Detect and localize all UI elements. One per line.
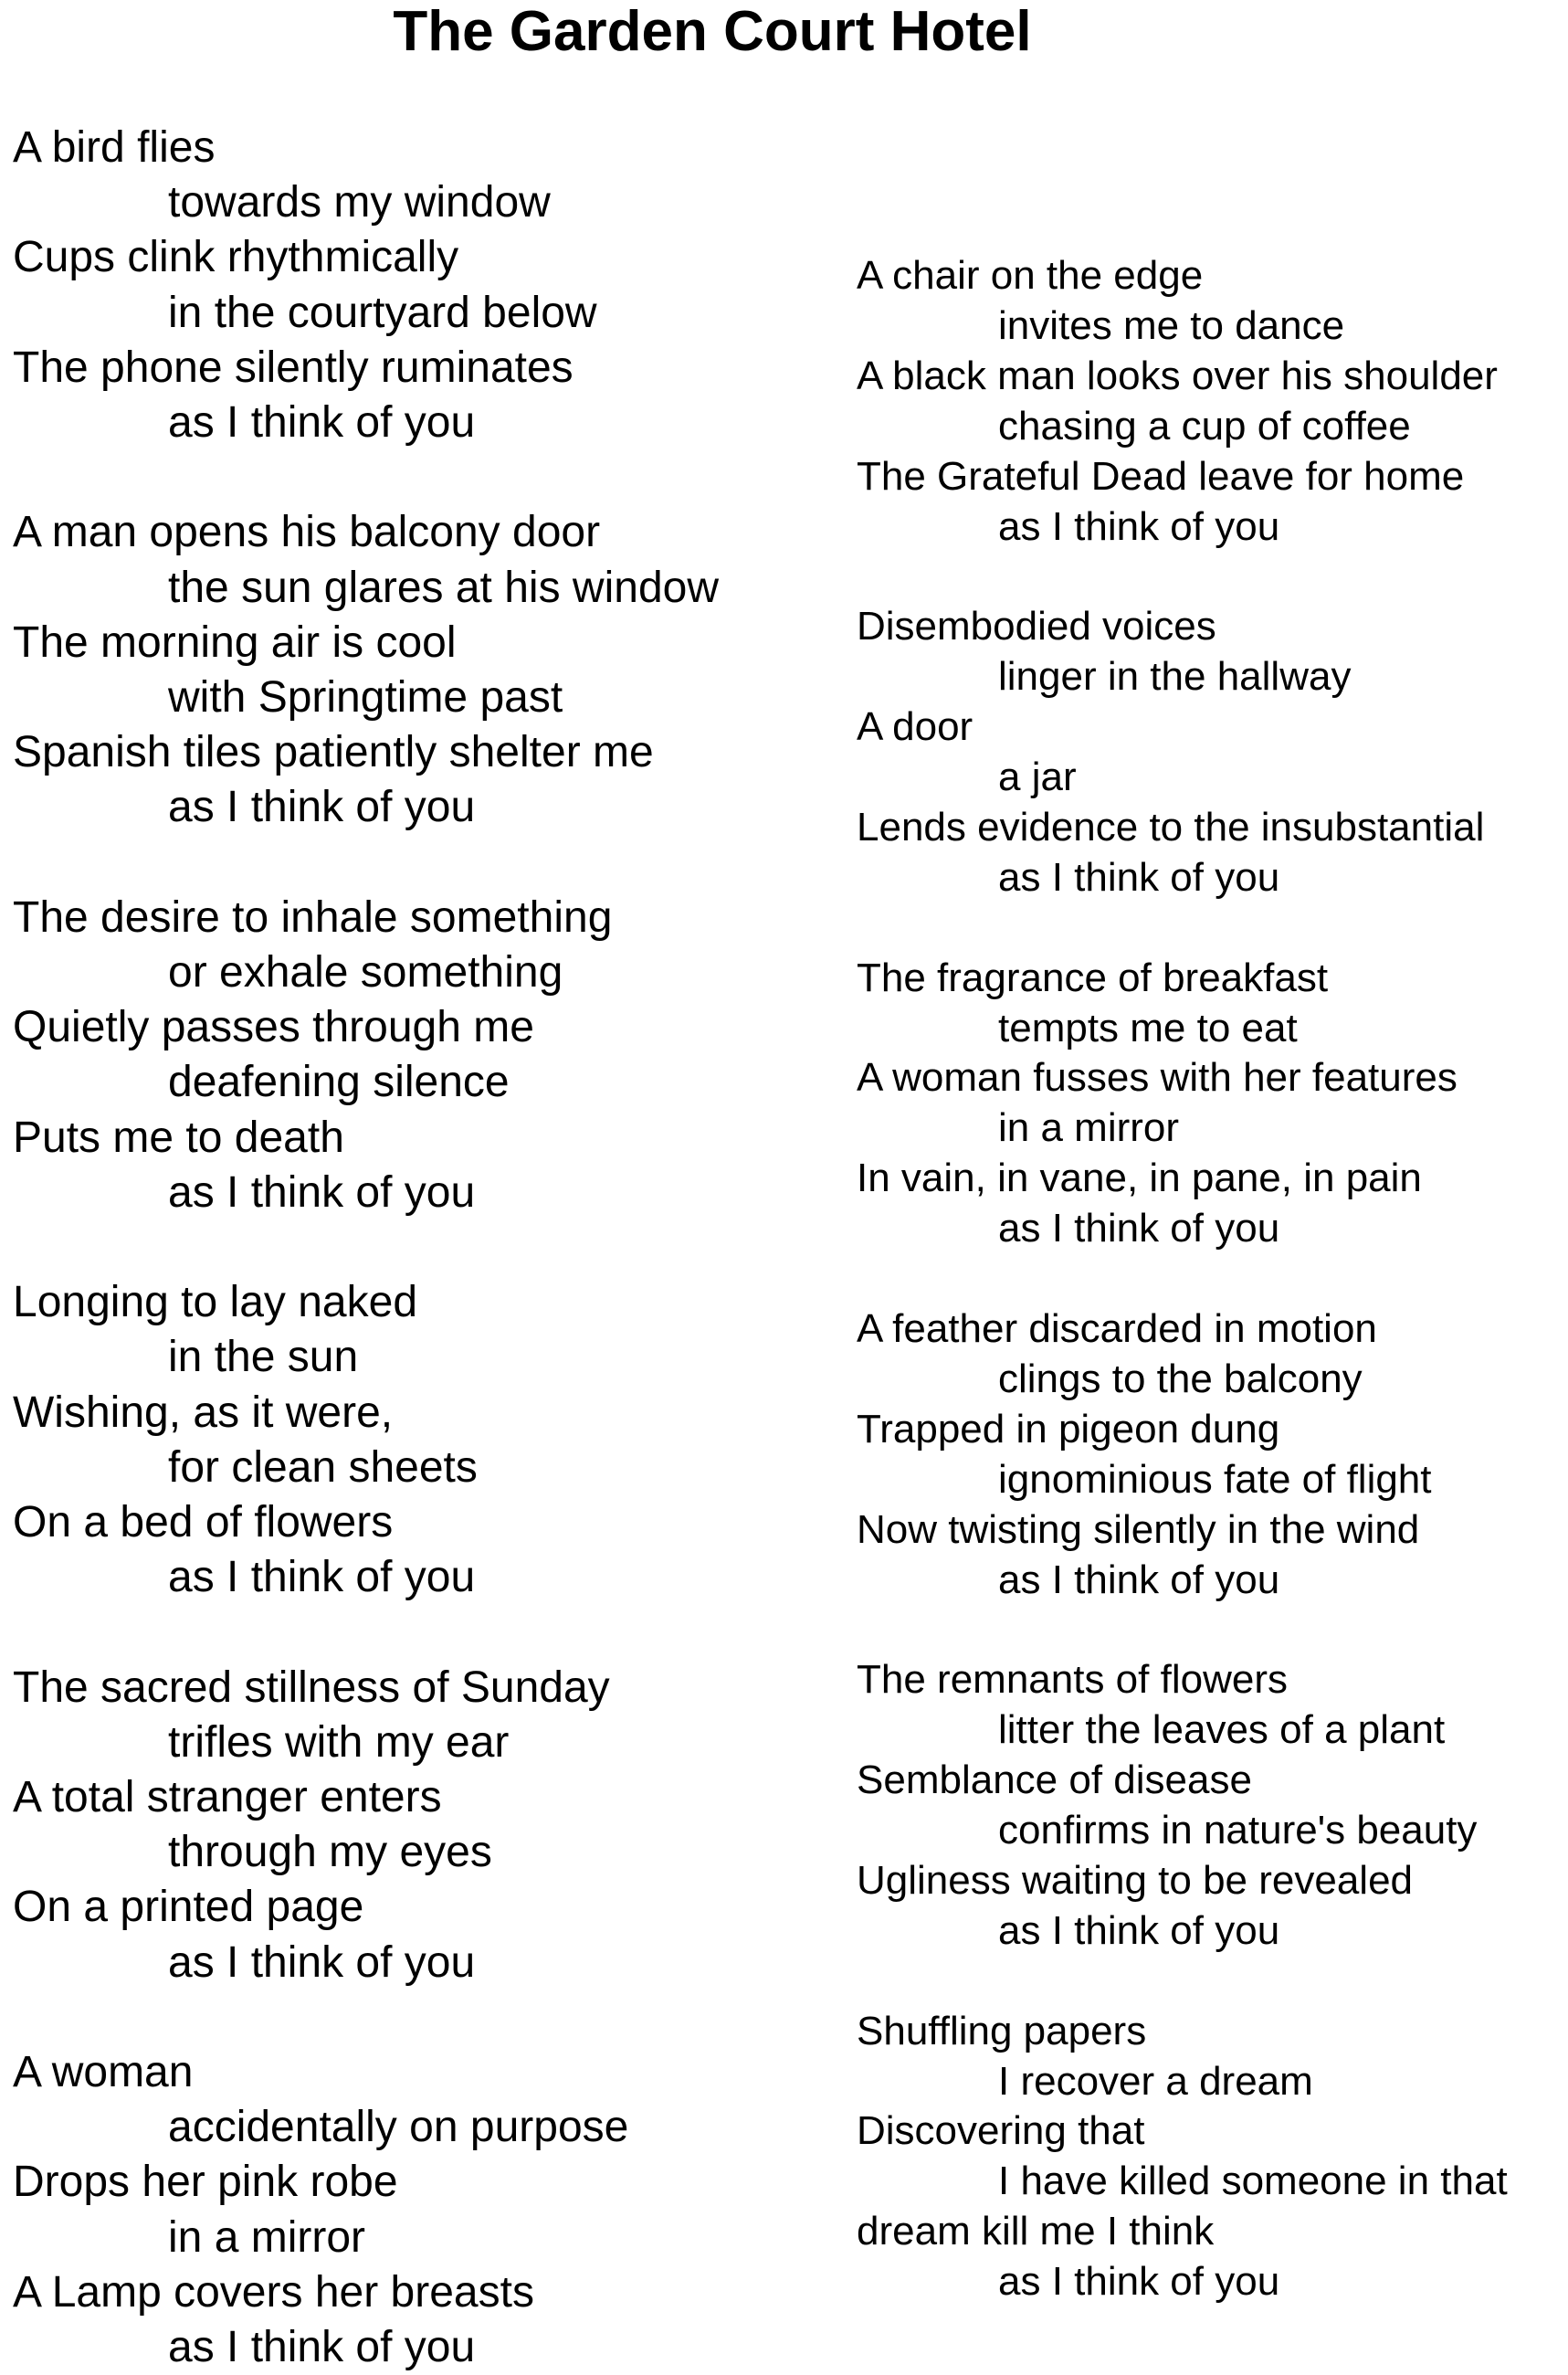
poem-line: chasing a cup of coffee bbox=[998, 403, 1411, 449]
poem-line: A chair on the edge bbox=[857, 253, 1204, 298]
poem-line: as I think of you bbox=[168, 1553, 476, 1602]
poem-line: A woman fusses with her features bbox=[857, 1055, 1458, 1101]
poem-line: The sacred stillness of Sunday bbox=[13, 1662, 610, 1712]
poem-line: Cups clink rhythmically bbox=[13, 233, 459, 282]
poem-line: or exhale something bbox=[168, 948, 563, 998]
poem-line: A man opens his balcony door bbox=[13, 508, 601, 557]
poem-line: Wishing, as it were, bbox=[13, 1388, 394, 1437]
stanza bbox=[857, 954, 1508, 1254]
poem-line: deafening silence bbox=[168, 1058, 510, 1107]
stanza bbox=[13, 2045, 719, 2375]
poem-line: On a bed of flowers bbox=[13, 1498, 394, 1547]
poem-line: through my eyes bbox=[168, 1828, 492, 1877]
poem-line: A door bbox=[857, 704, 973, 750]
poem-line: accidentally on purpose bbox=[168, 2103, 629, 2152]
poem-line: as I think of you bbox=[168, 1937, 476, 1987]
poem-line: Shuffling papers bbox=[857, 2008, 1147, 2053]
poem-line: The fragrance of breakfast bbox=[857, 955, 1329, 1000]
poem-line: Quietly passes through me bbox=[13, 1003, 534, 1052]
poem-line: clings to the balcony bbox=[998, 1356, 1363, 1401]
poem-line: Drops her pink robe bbox=[13, 2158, 398, 2207]
stanza bbox=[13, 891, 719, 1220]
poem-line: A woman bbox=[13, 2048, 194, 2097]
poem-line: ignominious fate of flight bbox=[998, 1456, 1432, 1502]
poem-line: the sun glares at his window bbox=[168, 563, 719, 612]
poem-line: litter the leaves of a plant bbox=[998, 1707, 1446, 1753]
poem-line: The desire to inhale something bbox=[13, 892, 613, 942]
poem-line: Discovering that bbox=[857, 2108, 1145, 2154]
poem-line: as I think of you bbox=[998, 503, 1280, 549]
poem-line: dream kill me I think bbox=[857, 2209, 1215, 2254]
poem-line: as I think of you bbox=[998, 1907, 1280, 1953]
poem-title: The Garden Court Hotel bbox=[393, 0, 1032, 63]
poem-line: confirms in nature's beauty bbox=[998, 1808, 1478, 1853]
poem-line: towards my window bbox=[168, 178, 551, 227]
poem-line: as I think of you bbox=[168, 783, 476, 832]
poem-line: as I think of you bbox=[998, 2259, 1280, 2305]
poem-line: A Lamp covers her breasts bbox=[13, 2267, 534, 2317]
poem-line: Spanish tiles patiently shelter me bbox=[13, 728, 654, 777]
poem-line: A bird flies bbox=[13, 123, 216, 172]
poem-line: I have killed someone in that bbox=[998, 2159, 1508, 2204]
poem-line: Now twisting silently in the wind bbox=[857, 1506, 1420, 1552]
poem-line: On a printed page bbox=[13, 1883, 364, 1932]
poem-line: a jar bbox=[998, 755, 1077, 800]
stanza bbox=[13, 1275, 719, 1605]
stanza bbox=[857, 1304, 1508, 1605]
poem-line: The Grateful Dead leave for home bbox=[857, 453, 1465, 499]
poem-line: Ugliness waiting to be revealed bbox=[857, 1857, 1414, 1903]
poem-line: in a mirror bbox=[998, 1105, 1180, 1151]
stanza bbox=[13, 1661, 719, 1990]
poem-line: A feather discarded in motion bbox=[857, 1305, 1377, 1351]
poem-line: Trapped in pigeon dung bbox=[857, 1406, 1280, 1451]
stanza bbox=[13, 505, 719, 835]
poem-line: A black man looks over his shoulder bbox=[857, 353, 1498, 398]
right-column bbox=[857, 251, 1508, 2307]
poem-line: The morning air is cool bbox=[13, 618, 457, 667]
stanza bbox=[857, 602, 1508, 902]
poem-line: for clean sheets bbox=[168, 1442, 478, 1492]
poem-line: as I think of you bbox=[168, 2323, 476, 2372]
poem-line: Semblance of disease bbox=[857, 1758, 1252, 1803]
poem-line: The remnants of flowers bbox=[857, 1657, 1288, 1703]
poem-line: linger in the hallway bbox=[998, 654, 1352, 700]
left-column bbox=[13, 121, 719, 2375]
poem-line: In vain, in vane, in pane, in pain bbox=[857, 1156, 1422, 1201]
poem-line: in the courtyard below bbox=[168, 288, 597, 337]
stanza bbox=[857, 1655, 1508, 1956]
poem-line: trifles with my ear bbox=[168, 1717, 510, 1767]
poem-line: Longing to lay naked bbox=[13, 1278, 418, 1327]
poem-line: Disembodied voices bbox=[857, 604, 1216, 649]
poem-line: with Springtime past bbox=[168, 673, 563, 723]
stanza bbox=[857, 251, 1508, 552]
stanza bbox=[13, 121, 719, 450]
poem-line: Lends evidence to the insubstantial bbox=[857, 804, 1485, 850]
poem-line: as I think of you bbox=[998, 1206, 1280, 1251]
poem-line: as I think of you bbox=[168, 398, 476, 448]
poem-line: as I think of you bbox=[998, 854, 1280, 900]
poem-line: tempts me to eat bbox=[998, 1005, 1298, 1050]
poem-line: as I think of you bbox=[998, 1557, 1280, 1602]
stanza bbox=[857, 2007, 1508, 2307]
poem-line: Puts me to death bbox=[13, 1113, 344, 1162]
poem-line: The phone silently ruminates bbox=[13, 343, 574, 392]
poem-line: invites me to dance bbox=[998, 302, 1345, 348]
poem-line: as I think of you bbox=[168, 1167, 476, 1217]
poem-line: A total stranger enters bbox=[13, 1773, 442, 1822]
poem-line: in a mirror bbox=[168, 2212, 366, 2262]
poem-line: I recover a dream bbox=[998, 2058, 1313, 2104]
poem-line: in the sun bbox=[168, 1333, 359, 1382]
